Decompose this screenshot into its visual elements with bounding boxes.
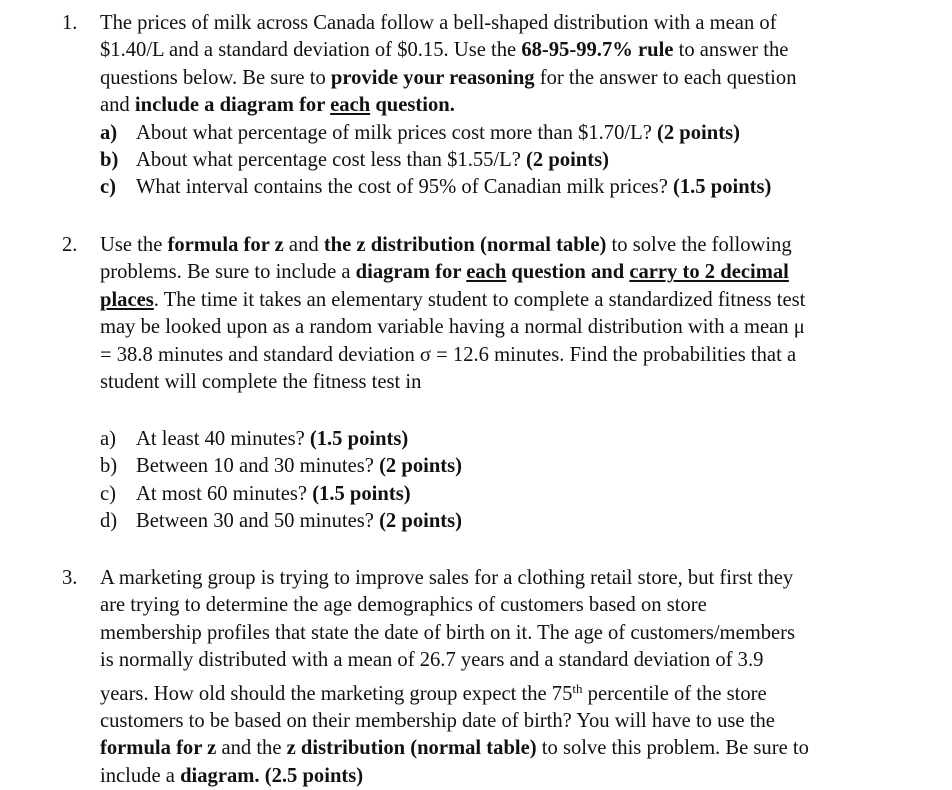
sub-question-text: About what percentage of milk prices cost more than $1.70/L? [136,121,657,144]
sub-question-points: (2 points) [656,121,740,144]
text-line: are trying to determine the age demographics of customers based on store [100,594,707,617]
text-line: The prices of milk across Canada follow a bell-shaped distribution with a mean of [100,12,777,34]
sub-question-b [100,453,462,480]
sub-question-points: (1.5 points) [673,176,772,199]
text-line: Use the formula for z and the z distribution (normal table) to solve the following [100,234,792,256]
question-2-number: 2. [62,234,78,256]
sub-question-points: (1.5 points) [309,428,409,450]
sub-question-label: d) [100,510,118,533]
sub-question-points: (2 points) [526,149,609,171]
text-line: A marketing group is trying to improve sales for a clothing retail store, but first they [100,567,794,589]
text-line: student will complete the fitness test in [100,371,422,394]
text-line: questions below. Be sure to provide your reasoning for the answer to each question [100,66,797,89]
sub-question-label: b) [100,455,118,478]
sub-question-label: a) [100,428,116,450]
sub-question-text: What interval contains the cost of 95% of Canadian milk prices? [136,176,673,199]
text-line: places. The time it takes an elementary student to complete a standardized fitness test [100,288,806,311]
sub-question-points: (2 points) [379,510,463,533]
sub-question-label: c) [100,176,116,199]
text-line: = 38.8 minutes and standard deviation σ = 12.6 minutes. Find the probabilities that a [100,343,797,366]
question-3-text [100,565,940,790]
sub-question-text: About what percentage cost less than $1.55/L? [136,149,527,171]
text-line: membership profiles that state the date of birth on it. The age of customers/members [100,621,796,644]
text-line: customers to be based on their membership date of birth? You will have to use the [100,710,775,733]
sub-question-label: c) [100,482,116,505]
question-3-number: 3. [62,567,78,589]
sub-question-a [100,120,740,147]
text-line: may be looked upon as a random variable having a normal distribution with a mean μ [100,316,805,339]
sub-question-a [100,426,408,453]
sub-question-label: a) [100,121,118,144]
text-line: include a diagram. (2.5 points) [100,764,364,787]
text-line: is normally distributed with a mean of 26.7 years and a standard deviation of 3.9 [100,649,764,672]
sub-question-text: At most 60 minutes? [136,482,313,505]
question-2-text [100,232,940,396]
sub-question-points: (1.5 points) [312,482,411,505]
sub-question-text: Between 10 and 30 minutes? [136,455,380,478]
sub-question-text: Between 30 and 50 minutes? [136,510,380,533]
text-line: $1.40/L and a standard deviation of $0.15. Use the 68-95-99.7% rule to answer the [100,39,789,62]
sub-question-label: b) [100,149,119,171]
question-1-text [100,10,940,120]
text-line: years. How old should the marketing group expect the 75th percentile of the store [100,680,767,705]
sub-question-b [100,147,609,174]
sub-question-c [100,481,411,508]
text-line: formula for z and the z distribution (normal table) to solve this problem. Be sure to [100,737,809,760]
question-1-number: 1. [62,12,78,34]
text-line: and include a diagram for each question. [100,94,455,117]
text-line: problems. Be sure to include a diagram for each question and carry to 2 decimal [100,261,789,284]
sub-question-c [100,174,771,201]
sub-question-points: (2 points) [379,455,463,478]
sub-question-text: At least 40 minutes? [136,428,310,450]
sub-question-d [100,508,462,535]
